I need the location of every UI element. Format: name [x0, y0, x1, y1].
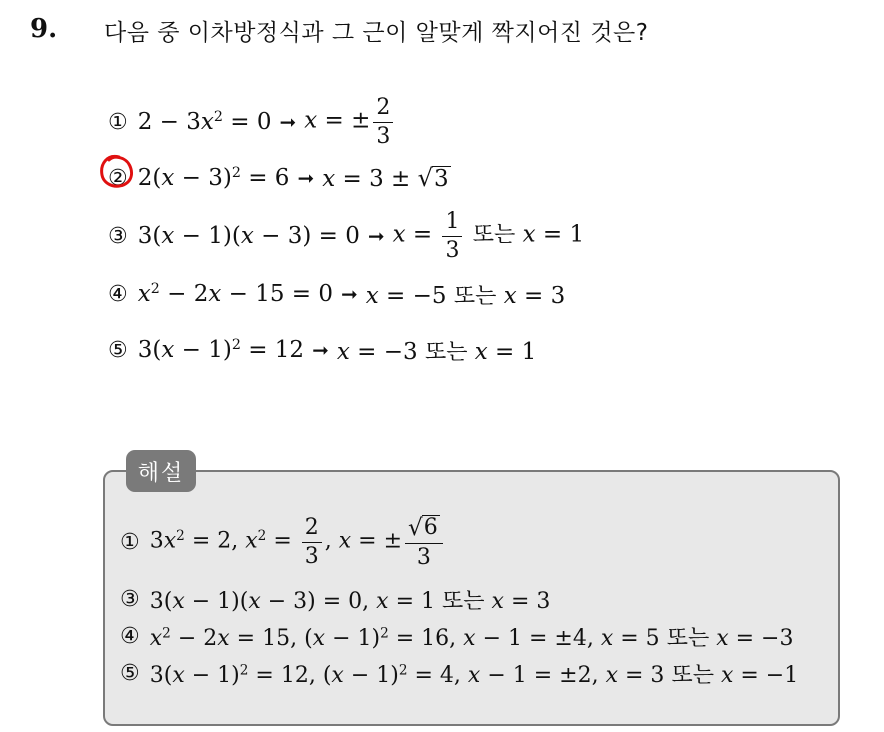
solution-title: 해설	[126, 450, 196, 492]
choice-equation: $2(x - 3)^2 = 6$	[137, 165, 290, 191]
choice-1[interactable]	[108, 92, 396, 152]
answer-mark-icon	[97, 152, 135, 192]
choice-answer: x = $\frac{1}{3}$ 또는 x = 1	[392, 209, 585, 263]
solution-line-3: ③ 3(x − 1)(x − 3) = 0, x = 1 또는 x = 3	[120, 586, 551, 614]
choice-2[interactable]	[108, 148, 451, 208]
choice-answer: x = ± $\frac{2}{3}$	[304, 96, 396, 147]
arrow-icon: ➞	[279, 110, 297, 134]
choice-number: ④	[108, 281, 128, 307]
arrow-icon: ➞	[341, 282, 358, 306]
choice-4[interactable]	[108, 264, 565, 324]
choice-equation: $2 - 3x^2 = 0$	[137, 109, 272, 135]
choice-equation: 3(x − 1)(x − 3) = 0	[137, 223, 360, 249]
choice-equation: $x^2 - 2x - 15 = 0$	[137, 281, 333, 307]
choice-answer: x = −5 또는 x = 3	[365, 282, 566, 309]
choice-number: ②	[108, 165, 128, 191]
solution-line-1: ① $3x^2 = 2$, $x^2$ = $\frac{2}{3}$ , x = ± √ 6 3	[120, 510, 446, 574]
arrow-icon: ➞	[297, 166, 315, 190]
choice-number: ①	[108, 109, 128, 135]
choice-number: ⑤	[108, 337, 128, 363]
question-number: 9.	[30, 14, 58, 44]
choice-answer: x = −3 또는 x = 1	[336, 338, 537, 365]
solution-line-4: ④ $x^2 - 2x = 15$, $(x - 1)^2 = 16$, x − 1 = ±4, x = 5 또는 x = −3	[120, 623, 794, 651]
choice-equation: $3(x - 1)^2 = 12$	[137, 337, 305, 363]
arrow-icon: ➞	[367, 224, 385, 248]
choice-3[interactable]	[108, 206, 584, 266]
choice-5[interactable]	[108, 320, 536, 380]
arrow-icon: ➞	[312, 338, 329, 362]
question-text: 다음 중 이차방정식과 그 근이 알맞게 짝지어진 것은?	[104, 20, 649, 46]
choice-answer: x = 3 ± √ 3	[322, 164, 449, 192]
choice-number: ③	[108, 223, 128, 249]
solution-line-5: ⑤ $3(x - 1)^2 = 12$, $(x - 1)^2 = 4$, x − 1 = ±2, x = 3 또는 x = −1	[120, 660, 799, 688]
